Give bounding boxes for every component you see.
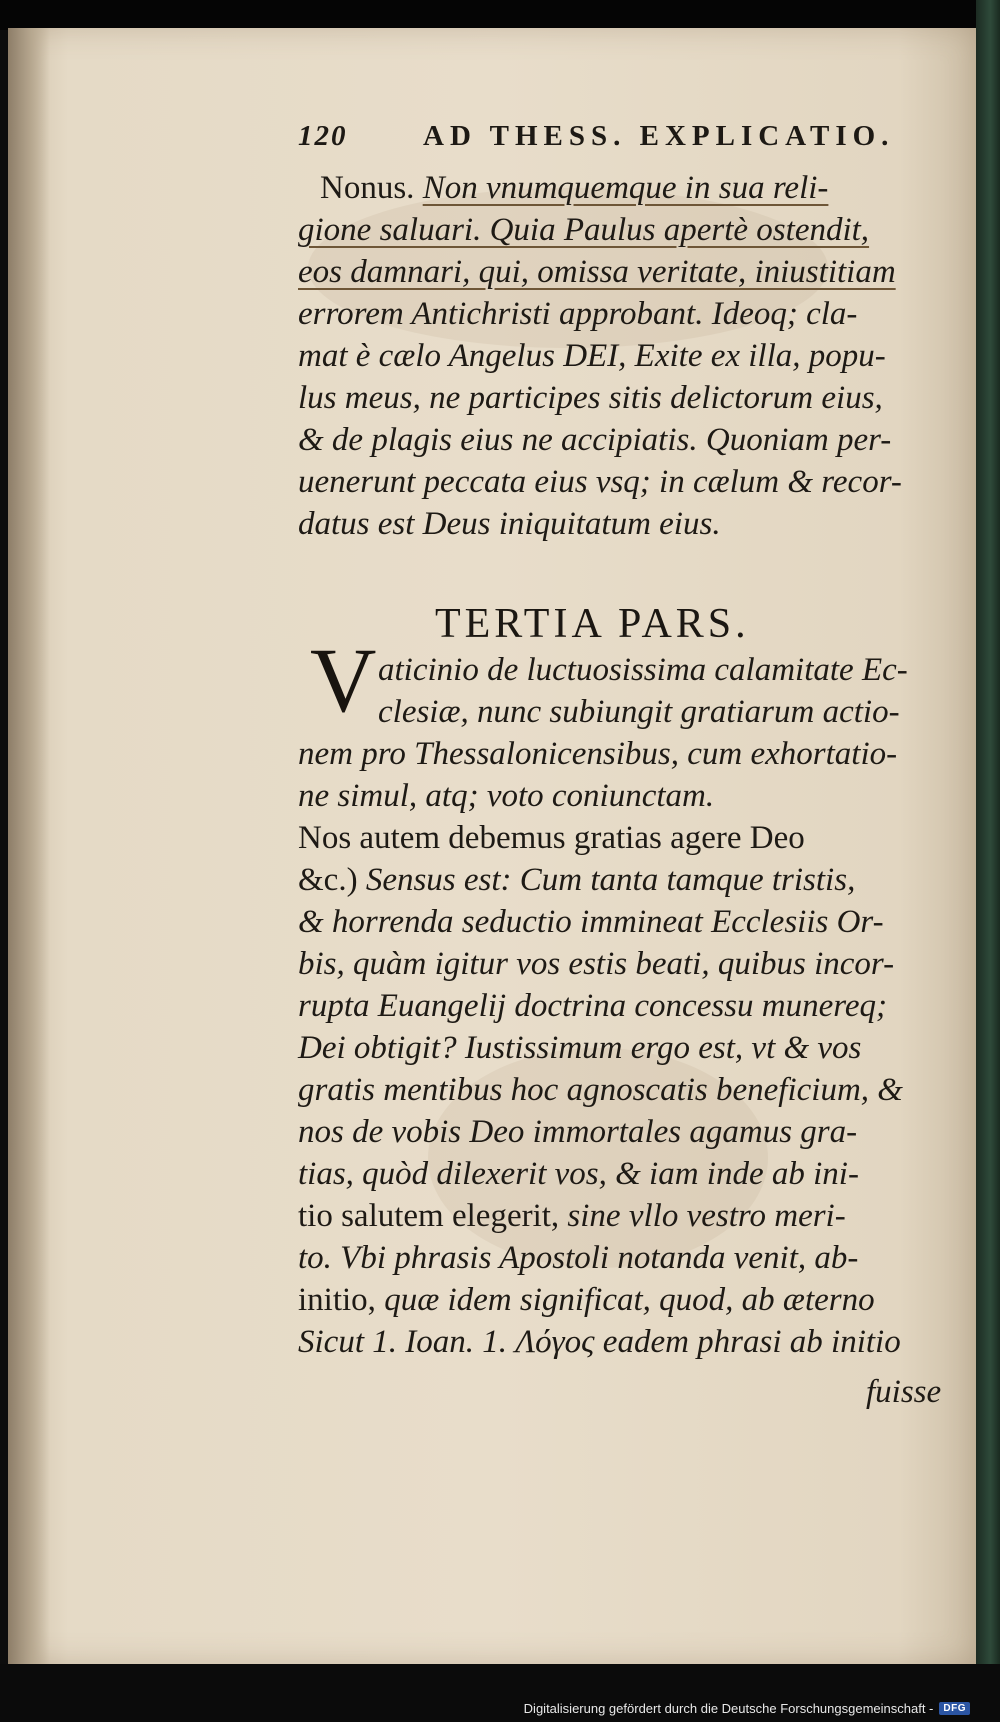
line-lead: Nos autem debemus gratias agere Deo — [298, 820, 805, 856]
text-line — [298, 378, 958, 422]
line-text: & horrenda seductio immineat Ecclesiis Or- — [298, 904, 884, 940]
top-border — [0, 0, 1000, 30]
running-title: AD THESS. EXPLICATIO. — [423, 120, 895, 152]
text-line — [298, 462, 958, 506]
line-text: errorem Antichristi approbant. Ideoq; cla- — [298, 296, 858, 332]
text-line — [298, 252, 958, 296]
catchword: fuisse — [866, 1374, 942, 1410]
line-text: rupta Euangelij doctrina concessu munereq; — [298, 988, 888, 1024]
line-text: bis, quàm igitur vos estis beati, quibus incor- — [298, 946, 895, 982]
line-text: sine vllo vestro meri- — [567, 1198, 846, 1234]
text-line — [298, 944, 958, 988]
text-line — [298, 1070, 958, 1114]
text-line — [298, 504, 958, 548]
line-text: & de plagis eius ne accipiatis. Quoniam per- — [298, 422, 892, 458]
line-lead: &c.) — [298, 862, 366, 898]
text-line — [378, 692, 958, 736]
line-lead: Nonus. — [320, 170, 423, 206]
line-text: uenerunt peccata eius vsq; in cælum & recor- — [298, 464, 902, 500]
line-text: Dei obtigit? Iustissimum ergo est, vt & vos — [298, 1030, 862, 1066]
line-lead: tio salutem elegerit, — [298, 1198, 568, 1234]
text-line — [298, 1280, 958, 1324]
text-line — [298, 902, 958, 946]
footer-credit — [524, 1698, 970, 1718]
text-line — [298, 1154, 958, 1198]
text-line — [298, 1322, 958, 1366]
footer-bar — [0, 1664, 1000, 1722]
text-line — [298, 734, 958, 778]
line-text: Sicut 1. Ioan. 1. Λόγος eadem phrasi ab initio — [298, 1324, 901, 1360]
line-text: nem pro Thessalonicensibus, cum exhortatio- — [298, 736, 898, 772]
line-text: nos de vobis Deo immortales agamus gra- — [298, 1114, 858, 1150]
line-text: to. Vbi phrasis Apostoli notanda venit, ab- — [298, 1240, 859, 1276]
text-line — [298, 776, 958, 820]
line-text: quæ idem significat, quod, ab æterno — [384, 1282, 875, 1318]
running-head — [298, 120, 938, 160]
page-number: 120 — [298, 120, 348, 152]
text-line — [298, 818, 958, 862]
credit-text: Digitalisierung gefördert durch die Deutsche Forschungsgemeinschaft - — [523, 1700, 934, 1716]
line-text: gratis mentibus hoc agnoscatis beneficium, & — [298, 1072, 903, 1108]
text-line — [298, 986, 958, 1030]
text-line — [298, 860, 958, 904]
text-line — [298, 420, 958, 464]
text-line — [298, 1112, 958, 1156]
line-text: ne simul, atq; voto coniunctam. — [298, 778, 715, 814]
line-text: datus est Deus iniquitatum eius. — [298, 506, 721, 542]
line-text: aticinio de luctuosissima calamitate Ec- — [378, 652, 908, 688]
book-cover-edge — [976, 0, 1000, 1722]
text-line — [378, 650, 958, 694]
text-line — [298, 294, 958, 338]
line-text: eos damnari, qui, omissa veritate, iniustitiam — [298, 254, 896, 290]
line-lead: initio, — [298, 1282, 385, 1318]
text-line — [320, 168, 980, 212]
text-line — [298, 1196, 958, 1240]
text-line — [298, 1238, 958, 1282]
text-line — [298, 336, 958, 380]
page-gutter — [8, 28, 50, 1664]
drop-cap: V — [310, 629, 377, 731]
line-text: mat è cælo Angelus DEI, Exite ex illa, popu- — [298, 338, 886, 374]
line-text: tias, quòd dilexerit vos, & iam inde ab ini- — [298, 1156, 859, 1192]
section-heading: TERTIA PARS. — [435, 601, 750, 647]
line-text: gione saluari. Quia Paulus apertè ostendit, — [298, 212, 870, 248]
text-line — [298, 1028, 958, 1072]
dfg-logo-icon: DFG — [939, 1702, 970, 1715]
line-text: Non vnumquemque in sua reli- — [422, 170, 829, 206]
line-text: Sensus est: Cum tanta tamque tristis, — [365, 862, 856, 898]
text-line — [298, 210, 958, 254]
line-text: lus meus, ne participes sitis delictorum eius, — [298, 380, 883, 416]
line-text: clesiæ, nunc subiungit gratiarum actio- — [378, 694, 900, 730]
